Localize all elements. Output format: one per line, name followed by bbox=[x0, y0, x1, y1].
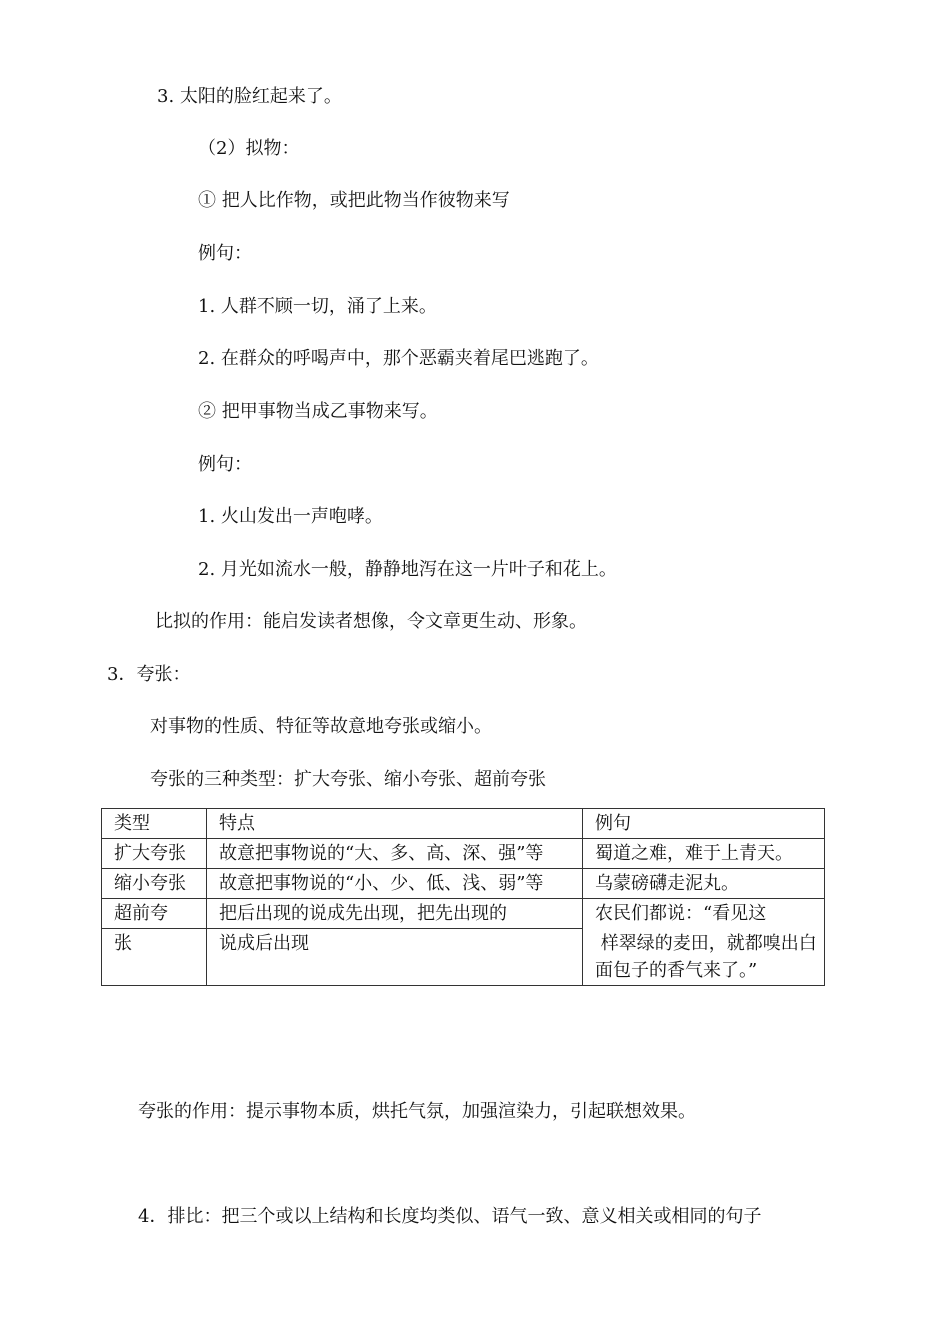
summary-line: 比拟的作用：能启发读者想像，令文章更生动、形象。 bbox=[155, 611, 587, 632]
section-heading: （2）拟物： bbox=[198, 138, 300, 159]
header-cell: 例句 bbox=[583, 809, 825, 839]
table-cell: 样翠绿的麦田，就都嗅出白面包子的香气来了。” bbox=[583, 929, 825, 986]
example-sentence: 2. 月光如流水一般，静静地泻在这一片叶子和花上。 bbox=[198, 559, 617, 580]
table-row bbox=[102, 869, 825, 899]
table-cell: 乌蒙磅礴走泥丸。 bbox=[583, 869, 825, 899]
text-line: 3. 太阳的脸红起来了。 bbox=[157, 86, 342, 107]
table-cell: 故意把事物说的“大、多、高、深、强”等 bbox=[207, 839, 583, 869]
table-cell: 缩小夸张 bbox=[102, 869, 207, 899]
example-sentence: 1. 火山发出一声咆哮。 bbox=[198, 506, 383, 527]
table-cell: 超前夸 bbox=[102, 899, 207, 929]
table-cell: 蜀道之难，难于上青天。 bbox=[583, 839, 825, 869]
text-line: 对事物的性质、特征等故意地夸张或缩小。 bbox=[150, 716, 492, 737]
hyperbole-table bbox=[101, 808, 825, 986]
summary-line: 夸张的作用：提示事物本质，烘托气氛，加强渲染力，引起联想效果。 bbox=[138, 1101, 696, 1122]
table-cell: 把后出现的说成先出现，把先出现的 bbox=[207, 899, 583, 929]
text-line: 夸张的三种类型：扩大夸张、缩小夸张、超前夸张 bbox=[150, 769, 546, 790]
table-row bbox=[102, 839, 825, 869]
example-sentence: 1. 人群不顾一切，涌了上来。 bbox=[198, 296, 437, 317]
table-cell: 说成后出现 bbox=[207, 929, 583, 986]
example-label: 例句： bbox=[198, 243, 252, 264]
text-line: ② 把甲事物当成乙事物来写。 bbox=[198, 401, 438, 422]
table-row bbox=[102, 929, 825, 986]
header-cell: 特点 bbox=[207, 809, 583, 839]
example-sentence: 2. 在群众的呼喝声中，那个恶霸夹着尾巴逃跑了。 bbox=[198, 348, 599, 369]
example-label: 例句： bbox=[198, 454, 252, 475]
table-header-row bbox=[102, 809, 825, 839]
section-heading: 4．排比：把三个或以上结构和长度均类似、语气一致、意义相关或相同的句子 bbox=[138, 1206, 762, 1227]
text-line: ① 把人比作物，或把此物当作彼物来写 bbox=[198, 190, 510, 211]
table-cell: 农民们都说：“看见这 bbox=[583, 899, 825, 929]
table-cell: 张 bbox=[102, 929, 207, 986]
table-row bbox=[102, 899, 825, 929]
header-cell: 类型 bbox=[102, 809, 207, 839]
table-cell: 故意把事物说的“小、少、低、浅、弱”等 bbox=[207, 869, 583, 899]
table-cell: 扩大夸张 bbox=[102, 839, 207, 869]
section-heading: 3．夸张： bbox=[107, 664, 191, 685]
